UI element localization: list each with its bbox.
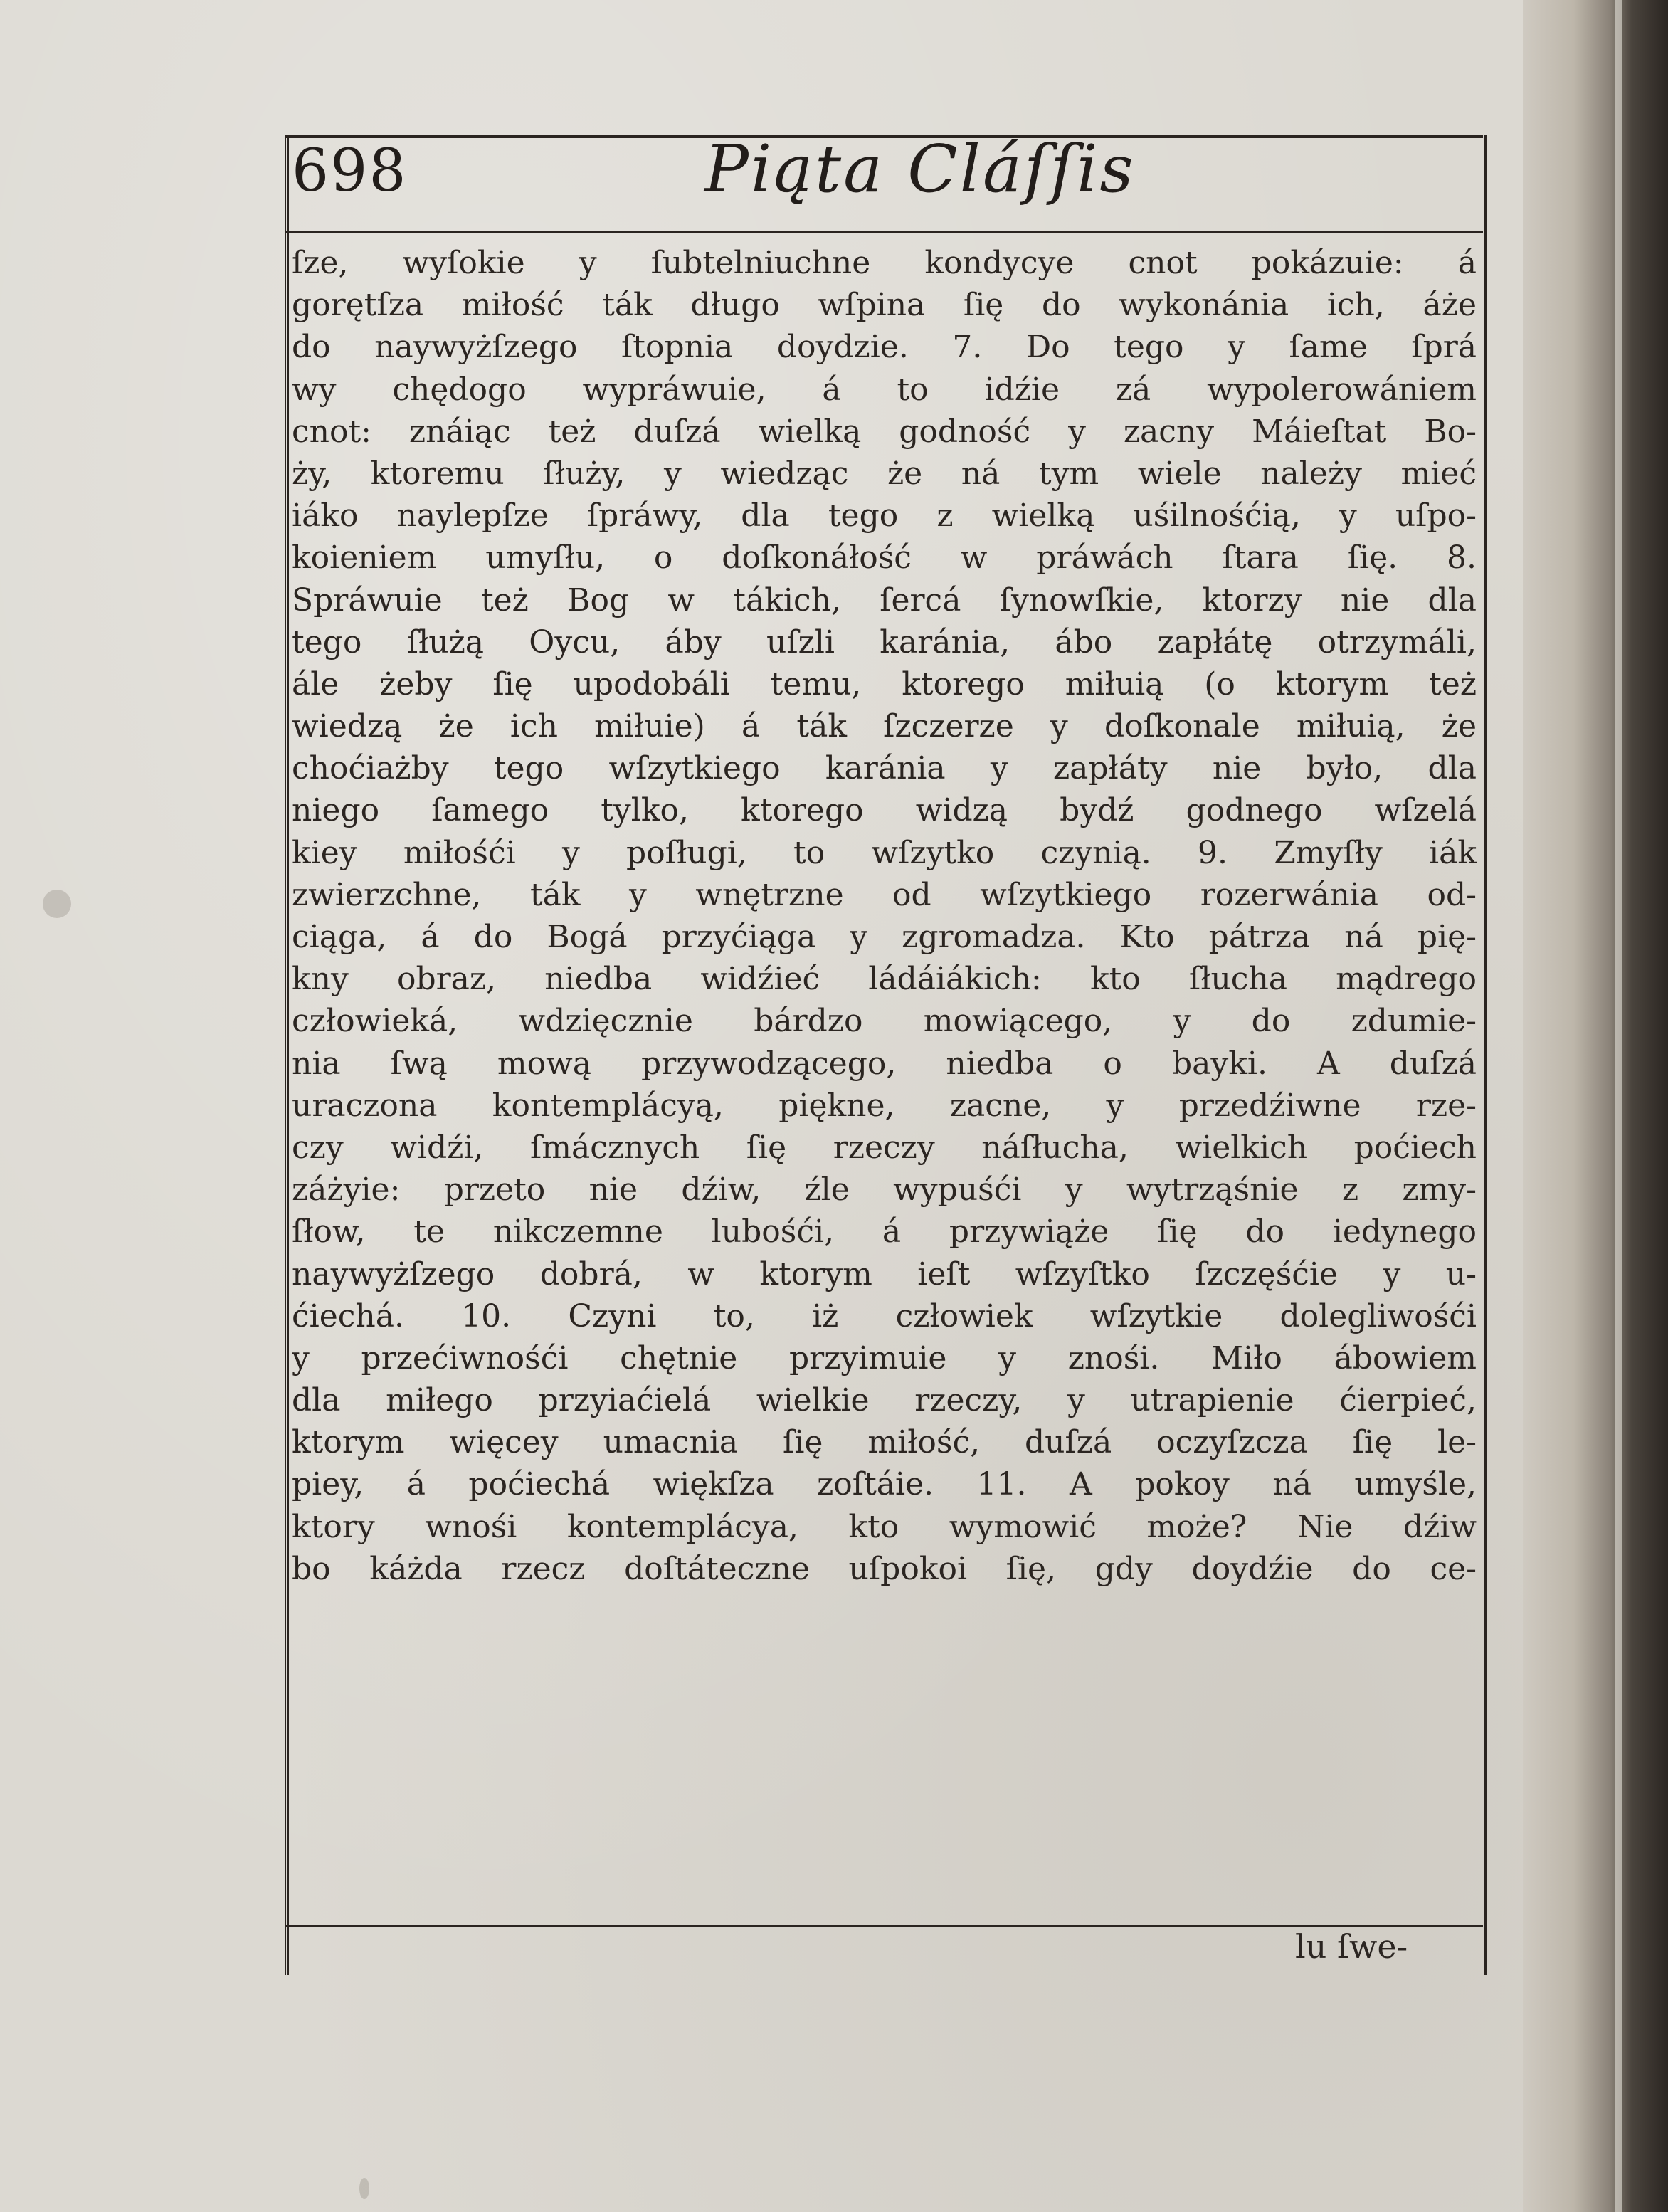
text-line: piey, á poćiechá więkſza zoſtáie. 11. A pokoy ná umyśle, (292, 1466, 1477, 1503)
paper-stain (43, 890, 71, 918)
text-line: uraczona kontemplácyą, piękne, zacne, y przedźiwne rze- (292, 1087, 1477, 1124)
text-line: człowieká, wdzięcznie bárdzo mowiącego, y do zdumie- (292, 1003, 1477, 1040)
text-line: ktory wnośi kontemplácya, kto wymowić może? Nie dźiw (292, 1508, 1477, 1545)
text-line: niego ſamego tylko, ktorego widzą bydź godnego wſzelá (292, 792, 1477, 829)
text-line: bo káżda rzecz doſtáteczne uſpokoi ſię, gdy doydźie do ce- (292, 1550, 1477, 1587)
text-line: naywyżſzego dobrá, w ktorym ieſt wſzyſtko ſzczęśćie y u- (292, 1255, 1477, 1292)
text-line: záżyie: przeto nie dźiw, źle wypuśći y wytrząśnie z zmy- (292, 1171, 1477, 1208)
text-line: wy chędogo wypráwuie, á to idźie zá wypolerowániem (292, 371, 1477, 408)
text-line: ále żeby ſię upodobáli temu, ktorego miłuią (o ktorym też (292, 665, 1477, 702)
text-line: ſłow, te nikczemne lubośći, á przywiąże ſię do iedynego (292, 1213, 1477, 1250)
text-line: y przećiwnośći chętnie przyimuie y znośi. Miło ábowiem (292, 1339, 1477, 1376)
text-line: zwierzchne, ták y wnętrzne od wſzytkiego rozerwánia od- (292, 876, 1477, 913)
text-line: kiey miłośći y poſługi, to wſzytko czynią. 9. Zmyſły iák (292, 834, 1477, 871)
text-line: dla miłego przyiaćielá wielkie rzeczy, y utrapienie ćierpieć, (292, 1382, 1477, 1419)
text-line: wiedzą że ich miłuie) á ták ſzczerze y doſkonale miłuią, że (292, 708, 1477, 745)
text-line: kny obraz, niedba widźieć ládáiákich: kto ſłucha mądrego (292, 961, 1477, 998)
text-line: choćiażby tego wſzytkiego karánia y zapłáty nie było, dla (292, 750, 1477, 787)
body-text (292, 242, 1477, 1590)
paper-stain (359, 2178, 369, 2199)
page-number: 698 (292, 137, 408, 205)
text-line: cnot: znáiąc też duſzá wielką godność y zacny Máieſtat Bo- (292, 413, 1477, 450)
text-line: tego ſłużą Oycu, áby uſzli karánia, ábo zapłátę otrzymáli, (292, 623, 1477, 660)
text-line: do naywyżſzego ſtopnia doydzie. 7. Do tego y ſame ſprá (292, 329, 1477, 366)
header-rule (285, 231, 1483, 233)
text-line: iáko naylepſze ſpráwy, dla tego z wielką uśilnośćią, y uſpo- (292, 497, 1477, 534)
text-line: ży, ktoremu ſłuży, y wiedząc że ná tym wiele należy mieć (292, 455, 1477, 492)
text-line: Spráwuie też Bog w tákich, ſercá ſynowſkie, ktorzy nie dla (292, 581, 1477, 618)
text-line: ciąga, á do Bogá przyćiąga y zgromadza. Kto pátrza ná pię- (292, 919, 1477, 955)
text-line: czy widźi, ſmácznych ſię rzeczy náſłucha, wielkich poćiech (292, 1129, 1477, 1166)
text-line: ktorym więcey umacnia ſię miłość, duſzá oczyſzcza ſię le- (292, 1424, 1477, 1461)
running-head: Piąta Cláſſis (704, 131, 1136, 207)
book-spine (1523, 0, 1668, 2212)
text-line: ćiechá. 10. Czyni to, iż człowiek wſzytkie dolegliwośći (292, 1297, 1477, 1334)
text-line: nia ſwą mową przywodzącego, niedba o bayki. A duſzá (292, 1045, 1477, 1082)
text-line: ſze, wyſokie y ſubtelniuchne kondycye cnot pokázuie: á (292, 245, 1477, 281)
catchword: lu ſwe- (1295, 1927, 1408, 1966)
text-line: koieniem umyſłu, o doſkonáłość w práwách ſtara ſię. 8. (292, 539, 1477, 576)
text-line: gorętſza miłość ták długo wſpina ſię do wykonánia ich, áże (292, 287, 1477, 324)
next-page-edge (1615, 0, 1622, 2212)
